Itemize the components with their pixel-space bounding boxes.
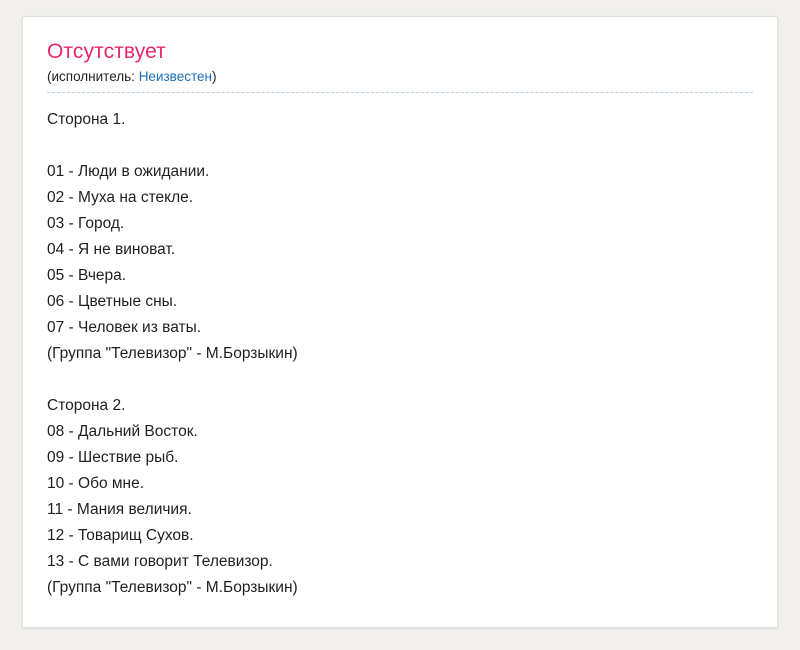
- tracklist-line: 04 - Я не виноват.: [47, 241, 176, 258]
- tracklist: [47, 93, 753, 601]
- tracklist-line: 09 - Шествие рыб.: [47, 449, 179, 466]
- tracklist-line: 06 - Цветные сны.: [47, 293, 178, 310]
- tracklist-line: 03 - Город.: [47, 215, 125, 232]
- page-title: Отсутствует: [47, 40, 166, 63]
- tracklist-line: 11 - Мания величия.: [47, 501, 192, 518]
- tracklist-line: 07 - Человек из ваты.: [47, 319, 202, 336]
- tracklist-line: 10 - Обо мне.: [47, 475, 145, 492]
- tracklist-line: (Группа "Телевизор" - М.Борзыкин): [47, 579, 298, 596]
- blank-line: [47, 133, 753, 159]
- artist-prefix-label: (исполнитель:: [47, 69, 139, 84]
- tracklist-line: 08 - Дальний Восток.: [47, 423, 198, 440]
- tracklist-line: Сторона 2.: [47, 397, 126, 414]
- artist-line: [47, 69, 753, 93]
- tracklist-line: 12 - Товарищ Сухов.: [47, 527, 194, 544]
- tracklist-line: 13 - С вами говорит Телевизор.: [47, 553, 273, 570]
- blank-line: [47, 367, 753, 393]
- content-card: [22, 16, 778, 628]
- tracklist-line: 01 - Люди в ожидании.: [47, 163, 210, 180]
- tracklist-line: Сторона 1.: [47, 111, 126, 128]
- artist-link[interactable]: Неизвестен: [138, 69, 212, 84]
- tracklist-line: (Группа "Телевизор" - М.Борзыкин): [47, 345, 298, 362]
- artist-suffix-label: ): [211, 69, 217, 84]
- tracklist-line: 05 - Вчера.: [47, 267, 127, 284]
- tracklist-line: 02 - Муха на стекле.: [47, 189, 194, 206]
